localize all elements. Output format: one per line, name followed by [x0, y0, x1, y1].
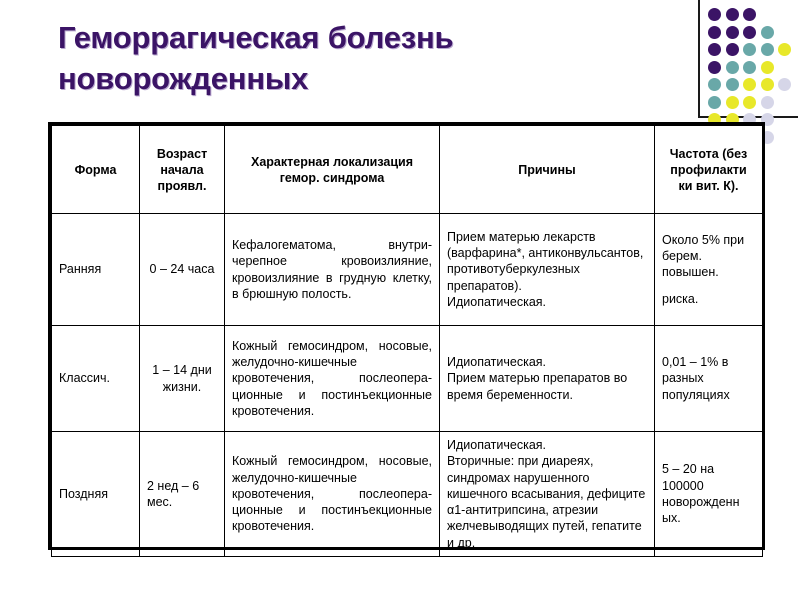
cell-localization: Кожный гемосиндром, носовые, желудочно-кишечные кровотечения, послеопера-ционные и постинъекционные кровотечения. — [225, 326, 440, 432]
cell-frequency — [655, 214, 763, 326]
cell-form: Ранняя — [52, 214, 140, 326]
cell-frequency-paragraph-1: 5 – 20 на 100000 новорожденн ых. — [662, 462, 740, 526]
table-row — [52, 432, 763, 557]
decor-dot — [726, 8, 739, 21]
cell-causes — [440, 432, 655, 557]
cell-causes — [440, 214, 655, 326]
page-title — [58, 18, 678, 100]
table-header-row — [52, 126, 763, 214]
page-title-line-2: новорожденных — [58, 60, 309, 96]
decor-dot — [743, 61, 756, 74]
cell-frequency — [655, 326, 763, 432]
cell-localization: Кожный гемосиндром, носовые, желудочно-кишечные кровотечения, послеопера-ционные и постинъекционные кровотечения. — [225, 432, 440, 557]
column-header-frequency: Частота (без профилакти ки вит. К). — [655, 126, 763, 214]
cell-onset-age: 1 – 14 дни жизни. — [140, 326, 225, 432]
cell-frequency-paragraph-1: 0,01 – 1% в разных популяциях — [662, 355, 730, 402]
decor-dot — [761, 43, 774, 56]
cell-localization: Кефалогематома, внутри-черепное кровоизлияние, кровоизлияние в грудную клетку, в брюшную полость. — [225, 214, 440, 326]
decor-vertical-line — [698, 0, 700, 118]
cell-frequency-paragraph-2: риска. — [662, 292, 699, 307]
decor-dot — [708, 96, 721, 109]
cell-form: Классич. — [52, 326, 140, 432]
forms-comparison-table — [51, 125, 763, 557]
decor-dot — [726, 61, 739, 74]
decor-dot — [726, 78, 739, 91]
column-header-onset-age: Возраст начала проявл. — [140, 126, 225, 214]
decor-dot — [708, 8, 721, 21]
decor-dot — [708, 43, 721, 56]
decor-dot — [708, 26, 721, 39]
cell-onset-age: 0 – 24 часа — [140, 214, 225, 326]
cell-frequency-paragraph-1: Около 5% при берем. повышен. — [662, 232, 745, 279]
page-title-line-1: Геморрагическая болезнь — [58, 20, 454, 55]
decor-dot — [743, 43, 756, 56]
table-row — [52, 326, 763, 432]
cell-frequency — [655, 432, 763, 557]
cell-onset-age: 2 нед – 6 мес. — [140, 432, 225, 557]
hemorrhagic-disease-table — [48, 122, 765, 550]
decor-dot — [743, 78, 756, 91]
column-header-localization: Характерная локализация гемор. синдрома — [225, 126, 440, 214]
cell-causes — [440, 326, 655, 432]
cell-causes-paragraph-1: Идиопатическая. — [447, 438, 547, 452]
table-row — [52, 214, 763, 326]
decor-dot — [778, 78, 791, 91]
cell-causes-paragraph-1: Идиопатическая. — [447, 355, 547, 370]
cell-causes-paragraph-2: Прием матерью препаратов во время беременности. — [447, 371, 628, 402]
decor-dot — [743, 96, 756, 109]
decor-dot — [726, 26, 739, 39]
decor-dot — [761, 61, 774, 74]
decor-dot — [761, 96, 774, 109]
cell-form: Поздняя — [52, 432, 140, 557]
decor-dot — [761, 78, 774, 91]
cell-causes-paragraph-2: Вторичные: при диареях, синдромах нарушенного кишечного всасывания, дефиците α1-антитрипсина, атрезии желчевыводящих путей, гепатите и др. — [447, 454, 646, 550]
cell-causes-paragraph-1: Прием матерью лекарств (варфарина*, антиконвульсантов, противотуберкулезных препаратов). — [447, 229, 644, 293]
column-header-causes: Причины — [440, 126, 655, 214]
cell-causes-paragraph-2: Идиопатическая. — [447, 294, 547, 309]
decor-dot — [726, 96, 739, 109]
decor-dot — [743, 26, 756, 39]
decor-dot — [761, 26, 774, 39]
decor-dot — [743, 8, 756, 21]
decor-dot — [726, 43, 739, 56]
column-header-form: Форма — [52, 126, 140, 214]
decor-dot — [708, 61, 721, 74]
decor-dot — [778, 43, 791, 56]
decor-dot — [708, 78, 721, 91]
decorative-dot-motif — [690, 0, 798, 126]
